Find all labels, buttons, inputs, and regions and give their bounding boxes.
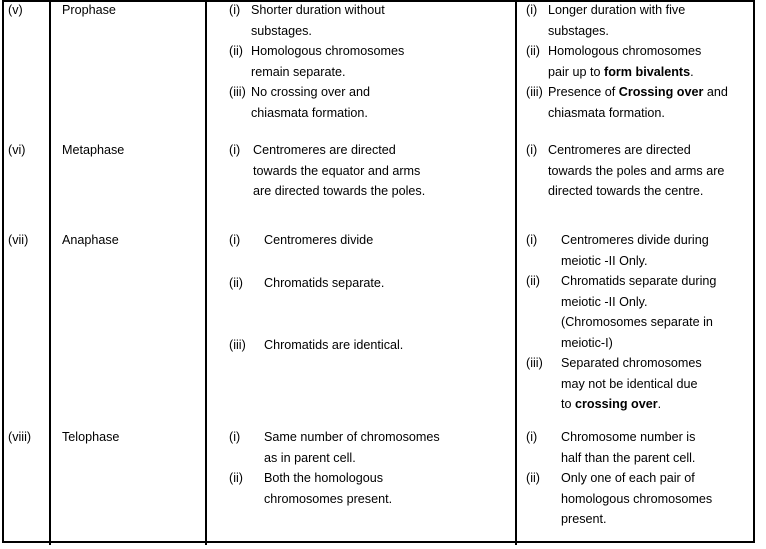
list-item-marker: (ii) [229,44,243,58]
list-item [526,82,764,123]
list-item-marker: (iii) [229,85,246,99]
list-item-text: No crossing over and chiasmata formation. [251,85,371,120]
list-item [229,273,507,294]
list-item-text: Chromatids are identical. [264,338,404,352]
list-item-marker: (ii) [229,471,243,485]
list-item-marker: (iii) [229,338,246,352]
meiosis-cell [513,140,766,202]
phase-name-cell: Telophase [62,430,120,444]
list-item-text: Centromeres are directed towards the equator and arms are directed towards the poles. [253,143,426,198]
row-number-cell: (vii) [8,233,29,247]
table-row [0,230,766,415]
list-item [526,140,764,202]
list-item [229,230,507,251]
list-item-text: Chromatids separate during meiotic -II Only. (Chromosomes separate in meiotic-I) [561,274,717,350]
phase-name-cell: Prophase [62,3,116,17]
list-item-marker: (i) [526,233,538,247]
list-item-marker: (ii) [526,44,540,58]
list-item-marker: (ii) [526,471,540,485]
list-item-text: Chromosome number is half than the parent cell. [561,430,696,465]
list-item [229,468,507,509]
row-number-cell: (viii) [8,430,32,444]
mitosis-cell [203,230,513,415]
list-item [526,41,764,82]
list-item-text: Only one of each pair of homologous chromosomes present. [561,471,713,526]
list-item-marker: (ii) [526,274,540,288]
list-item-text: Separated chromosomes may not be identical due to crossing over. [561,356,702,411]
mitosis-cell [203,140,513,202]
list-item-text: Homologous chromosomes remain separate. [251,44,405,79]
list-item-marker: (ii) [229,275,243,290]
phase-name-cell: Metaphase [62,143,125,157]
item-list [229,0,507,123]
list-item [229,427,507,468]
mitosis-cell [203,0,513,123]
meiosis-cell [513,230,766,415]
list-item-marker: (i) [229,430,241,444]
list-item-text: Centromeres divide [264,233,374,247]
item-list [229,427,507,509]
list-item-marker: (i) [526,3,538,17]
item-list [229,230,507,356]
list-item-text: Shorter duration without substages. [251,3,385,38]
list-item [526,353,764,415]
list-item-marker: (i) [526,143,538,157]
list-item-text: Presence of Crossing over and chiasmata formation. [548,85,728,120]
list-item [526,230,764,271]
list-item-text: Chromatids separate. [264,275,385,290]
list-item [229,0,507,41]
list-item-text: Centromeres divide during meiotic -II Only. [561,233,709,268]
list-item-text: Both the homologous chromosomes present. [264,471,393,506]
list-item [526,0,764,41]
item-list [526,230,764,415]
table-row [0,0,766,123]
list-item-text: Same number of chromosomes as in parent cell. [264,430,440,465]
list-item-text: Centromeres are directed towards the poles and arms are directed towards the centre. [548,143,725,198]
list-item [229,82,507,123]
list-item [229,335,507,356]
item-list [526,427,764,530]
item-list [526,140,764,202]
list-item-marker: (i) [526,430,538,444]
item-spacer [229,251,507,273]
list-item-marker: (iii) [526,85,543,99]
list-item-marker: (i) [229,143,241,157]
item-list [229,140,507,202]
phase-name-cell: Anaphase [62,233,119,247]
meiosis-cell [513,427,766,530]
list-item [526,271,764,353]
list-item-marker: (iii) [526,356,543,370]
list-item [229,41,507,82]
item-list [526,0,764,123]
table-row [0,140,766,202]
list-item-text: Homologous chromosomes pair up to form bivalents. [548,44,702,79]
meiosis-cell [513,0,766,123]
list-item [526,427,764,468]
item-spacer [229,293,507,335]
list-item [229,140,507,202]
list-item-marker: (i) [229,233,241,247]
mitosis-cell [203,427,513,530]
table-row [0,427,766,530]
list-item-marker: (i) [229,3,241,17]
row-number-cell: (vi) [8,143,26,157]
row-number-cell: (v) [8,3,23,17]
list-item-text: Longer duration with five substages. [548,3,686,38]
list-item [526,468,764,530]
